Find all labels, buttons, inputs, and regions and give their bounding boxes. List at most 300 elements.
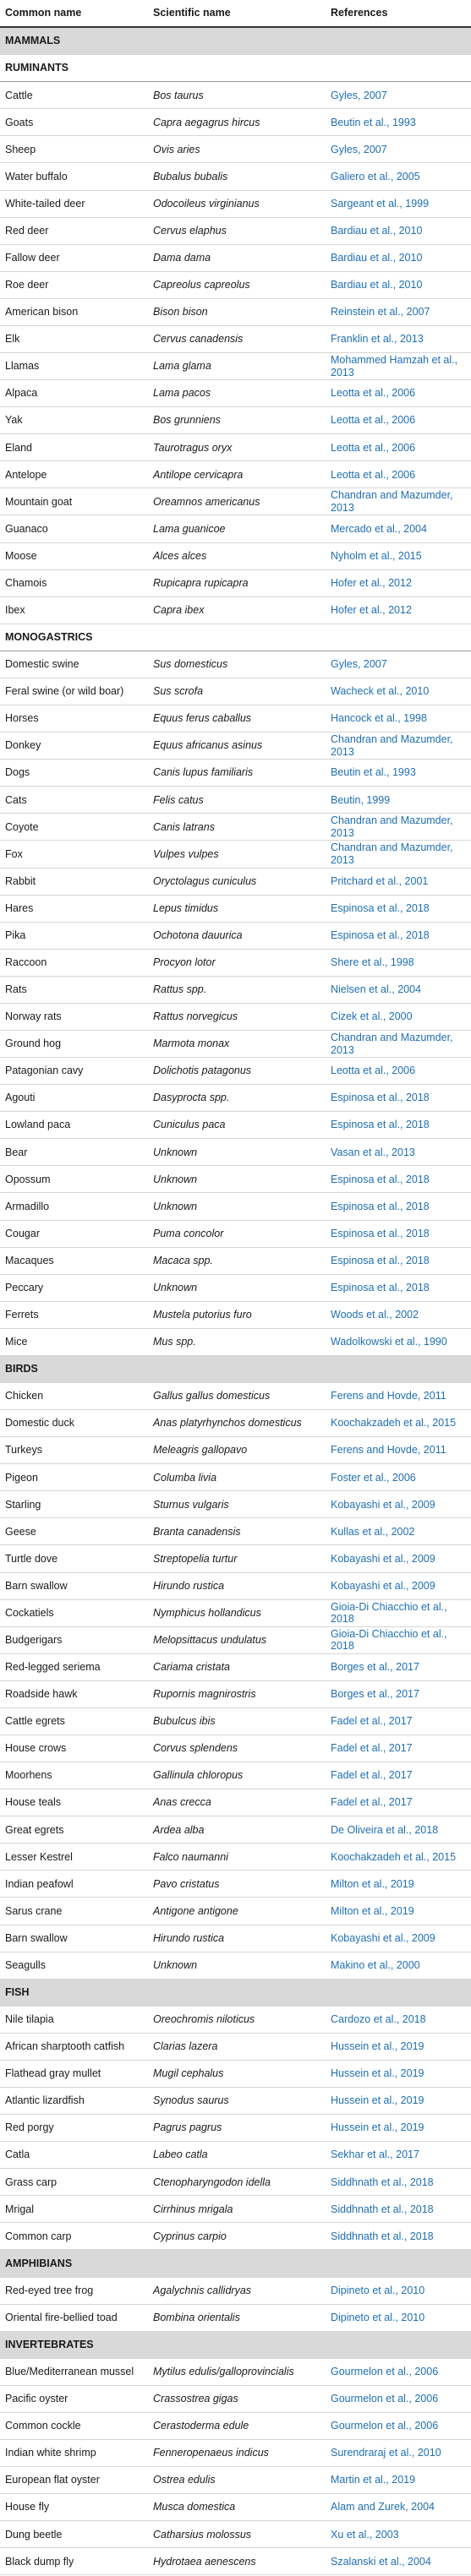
table-row	[0, 1600, 471, 1627]
table-row	[0, 1789, 471, 1816]
reference-cell: Gioia-Di Chiacchio et al., 2018	[331, 1600, 447, 1626]
common-name-cell: Yak	[5, 414, 23, 427]
common-name-cell: Donkey	[5, 739, 41, 752]
reference-cell: Chandran and Mazumder, 2013	[331, 733, 453, 758]
common-name-cell: Common cockle	[5, 2420, 81, 2432]
scientific-name-cell: Taurotragus oryx	[153, 441, 233, 454]
section-header-row	[0, 28, 471, 55]
reference-cell: Hancock et al., 1998	[331, 712, 427, 725]
table-row	[0, 923, 471, 950]
scientific-name-cell: Sus domesticus	[153, 658, 228, 671]
scientific-name-cell: Meleagris gallopavo	[153, 1444, 248, 1457]
common-name-cell: Oriental fire-bellied toad	[5, 2311, 118, 2323]
scientific-name-cell: Canis lupus familiaris	[153, 766, 254, 779]
reference-cell: Leotta et al., 2006	[331, 414, 416, 427]
scientific-name-cell: Capra ibex	[153, 604, 205, 616]
common-name-cell: African sharptooth catfish	[5, 2040, 125, 2053]
reference-cell: Wacheck et al., 2010	[331, 685, 430, 698]
group-title: RUMINANTS	[5, 62, 68, 74]
table-row	[0, 1058, 471, 1085]
scientific-name-cell: Cyprinus carpio	[153, 2230, 227, 2242]
scientific-name-cell: Anas platyrhynchos domesticus	[153, 1417, 302, 1430]
table-row	[0, 597, 471, 624]
reference-cell: Milton et al., 2019	[331, 1904, 414, 1917]
scientific-name-cell: Procyon lotor	[153, 956, 216, 969]
common-name-cell: Pigeon	[5, 1471, 38, 1484]
common-name-cell: Cattle	[5, 89, 33, 101]
reference-cell: Makino et al., 2000	[331, 1958, 420, 1971]
table-row	[0, 760, 471, 787]
reference-cell: Fadel et al., 2017	[331, 1769, 413, 1782]
common-name-cell: Agouti	[5, 1092, 36, 1104]
reference-cell: Mohammed Hamzah et al., 2013	[331, 354, 458, 379]
scientific-name-cell: Bubulcus ibis	[153, 1715, 216, 1728]
common-name-cell: Opossum	[5, 1173, 51, 1185]
scientific-name-cell: Crassostrea gigas	[153, 2393, 238, 2405]
table-row	[0, 1518, 471, 1545]
common-name-cell: Blue/Mediterranean mussel	[5, 2366, 134, 2378]
scientific-name-cell: Bubalus bubalis	[153, 170, 228, 182]
reference-cell: Nielsen et al., 2004	[331, 983, 422, 996]
table-row	[0, 1275, 471, 1302]
reference-cell: Martin et al., 2019	[331, 2474, 416, 2486]
common-name-cell: Coyote	[5, 820, 39, 833]
scientific-name-cell: Gallus gallus domesticus	[153, 1390, 271, 1402]
scientific-name-cell: Rupicapra rupicapra	[153, 576, 249, 589]
table-row	[0, 163, 471, 190]
scientific-name-cell: Sus scrofa	[153, 685, 204, 698]
reference-cell: Vasan et al., 2013	[331, 1146, 415, 1158]
scientific-name-cell: Labeo catla	[153, 2148, 208, 2161]
table-row	[0, 787, 471, 814]
section-header-row	[0, 1356, 471, 1383]
reference-cell: Xu et al., 2003	[331, 2528, 399, 2541]
table-row	[0, 299, 471, 326]
common-name-cell: Cougar	[5, 1227, 40, 1239]
table-row	[0, 2359, 471, 2386]
scientific-name-cell: Streptopelia turtur	[153, 1552, 238, 1565]
section-title: AMPHIBIANS	[5, 2257, 73, 2269]
reference-cell: Gourmelon et al., 2006	[331, 2420, 439, 2432]
common-name-cell: Elk	[5, 333, 20, 346]
reference-cell: Foster et al., 2006	[331, 1471, 416, 1484]
reference-cell: Gyles, 2007	[331, 89, 387, 101]
section-title: MAMMALS	[5, 35, 61, 47]
table-row	[0, 977, 471, 1004]
scientific-name-cell: Odocoileus virginianus	[153, 197, 260, 210]
scientific-name-cell: Unknown	[153, 1173, 198, 1185]
table-row	[0, 1735, 471, 1762]
table-row	[0, 245, 471, 272]
table-row	[0, 1681, 471, 1708]
table-row	[0, 678, 471, 705]
scientific-name-cell: Pavo cristatus	[153, 1877, 220, 1890]
scientific-name-cell: Ochotona dauurica	[153, 929, 243, 941]
table-row	[0, 218, 471, 245]
common-name-cell: Feral swine (or wild boar)	[5, 685, 124, 698]
scientific-name-cell: Bos taurus	[153, 89, 204, 101]
scientific-name-cell: Equus africanus asinus	[153, 739, 263, 752]
table-row	[0, 950, 471, 977]
common-name-cell: Horses	[5, 712, 39, 725]
reference-cell: Leotta et al., 2006	[331, 387, 416, 400]
common-name-cell: American bison	[5, 306, 79, 319]
reference-cell: Leotta et al., 2006	[331, 468, 416, 481]
scientific-name-cell: Unknown	[153, 1281, 198, 1293]
reference-cell: Siddhnath et al., 2018	[331, 2176, 434, 2188]
reference-cell: Shere et al., 1998	[331, 956, 414, 969]
scientific-name-cell: Cariama cristata	[153, 1661, 230, 1674]
scientific-name-cell: Ovis aries	[153, 143, 200, 155]
table-row	[0, 109, 471, 136]
common-name-cell: Red porgy	[5, 2121, 54, 2134]
scientific-name-cell: Branta canadensis	[153, 1525, 241, 1538]
group-header-row	[0, 624, 471, 651]
common-name-cell: Pacific oyster	[5, 2393, 68, 2405]
reference-cell: Milton et al., 2019	[331, 1877, 414, 1890]
table-row	[0, 2223, 471, 2250]
common-name-cell: White-tailed deer	[5, 197, 85, 210]
common-name-cell: Chicken	[5, 1390, 44, 1402]
scientific-name-cell: Vulpes vulpes	[153, 847, 219, 860]
scientific-name-cell: Alces alces	[153, 549, 207, 562]
table-row	[0, 1004, 471, 1031]
scientific-name-cell: Rupornis magnirostris	[153, 1688, 256, 1701]
reference-cell: Koochakzadeh et al., 2015	[331, 1850, 457, 1863]
table-row	[0, 1708, 471, 1735]
scientific-name-cell: Oreochromis niloticus	[153, 2013, 255, 2026]
reference-cell: Espinosa et al., 2018	[331, 929, 430, 941]
table-row	[0, 1627, 471, 1654]
reference-cell: Alam and Zurek, 2004	[331, 2501, 435, 2513]
common-name-cell: Ibex	[5, 604, 25, 616]
table-row	[0, 1166, 471, 1193]
common-name-cell: House fly	[5, 2501, 50, 2513]
scientific-name-cell: Dama dama	[153, 251, 211, 264]
table-row	[0, 1491, 471, 1518]
scientific-name-cell: Ostrea edulis	[153, 2474, 216, 2486]
common-name-cell: Ground hog	[5, 1037, 62, 1050]
common-name-cell: Moorhens	[5, 1769, 52, 1782]
scientific-name-cell: Capra aegagrus hircus	[153, 116, 260, 128]
reference-cell: Bardiau et al., 2010	[331, 279, 423, 291]
reference-cell: Dipineto et al., 2010	[331, 2284, 425, 2296]
table-row	[0, 1085, 471, 1112]
table-row	[0, 1112, 471, 1139]
common-name-cell: Dogs	[5, 766, 30, 779]
reference-cell: Franklin et al., 2013	[331, 333, 424, 346]
table-row	[0, 570, 471, 597]
reference-cell: Nyholm et al., 2015	[331, 549, 422, 562]
scientific-name-cell: Marmota monax	[153, 1037, 230, 1050]
scientific-name-cell: Nymphicus hollandicus	[153, 1606, 261, 1619]
table-row	[0, 1248, 471, 1275]
common-name-cell: Moose	[5, 549, 37, 562]
table-row	[0, 2278, 471, 2305]
common-name-cell: Roe deer	[5, 279, 49, 291]
table-row	[0, 1925, 471, 1952]
common-name-cell: Black dump fly	[5, 2555, 74, 2568]
scientific-name-cell: Dasyprocta spp.	[153, 1092, 230, 1104]
scientific-name-cell: Mytilus edulis/galloprovincialis	[153, 2366, 294, 2378]
reference-cell: Espinosa et al., 2018	[331, 1227, 430, 1239]
common-name-cell: Raccoon	[5, 956, 47, 969]
common-name-cell: Patagonian cavy	[5, 1065, 84, 1077]
table-header-row	[0, 0, 471, 28]
table-row	[0, 2521, 471, 2548]
common-name-cell: Alpaca	[5, 387, 38, 400]
table-row	[0, 1302, 471, 1329]
reference-cell: Dipineto et al., 2010	[331, 2311, 425, 2323]
group-header-row	[0, 55, 471, 82]
table-row	[0, 2007, 471, 2034]
scientific-name-cell: Bombina orientalis	[153, 2311, 240, 2323]
common-name-cell: Pika	[5, 929, 26, 941]
common-name-cell: Mountain goat	[5, 495, 73, 508]
scientific-name-cell: Clarias lazera	[153, 2040, 218, 2053]
common-name-cell: Water buffalo	[5, 170, 68, 182]
table-row	[0, 1762, 471, 1789]
common-name-cell: Cats	[5, 793, 27, 806]
table-row	[0, 1410, 471, 1437]
reference-cell: Koochakzadeh et al., 2015	[331, 1417, 457, 1430]
scientific-name-cell: Macaca spp.	[153, 1254, 213, 1266]
common-name-cell: Llamas	[5, 360, 40, 373]
reference-cell: Kobayashi et al., 2009	[331, 1931, 435, 1944]
scientific-name-cell: Ardea alba	[153, 1823, 205, 1836]
reference-cell: Fadel et al., 2017	[331, 1742, 413, 1755]
group-title: MONOGASTRICS	[5, 631, 93, 644]
reference-cell: Espinosa et al., 2018	[331, 1200, 430, 1212]
common-name-cell: Norway rats	[5, 1010, 62, 1023]
reference-cell: Gourmelon et al., 2006	[331, 2366, 439, 2378]
common-name-cell: Dung beetle	[5, 2528, 63, 2541]
scientific-name-cell: Hirundo rustica	[153, 1931, 225, 1944]
common-name-cell: Common carp	[5, 2230, 72, 2242]
scientific-name-cell: Unknown	[153, 1146, 198, 1158]
scientific-name-cell: Anas crecca	[153, 1796, 211, 1809]
table-row	[0, 1221, 471, 1248]
reference-cell: Bardiau et al., 2010	[331, 251, 423, 264]
common-name-cell: European flat oyster	[5, 2474, 100, 2486]
table-row	[0, 1437, 471, 1464]
common-name-cell: Flathead gray mullet	[5, 2067, 101, 2080]
common-name-cell: Rats	[5, 983, 27, 996]
reference-cell: Fadel et al., 2017	[331, 1796, 413, 1809]
scientific-name-cell: Corvus splendens	[153, 1742, 238, 1755]
common-name-cell: Barn swallow	[5, 1931, 68, 1944]
table-row	[0, 1844, 471, 1871]
scientific-name-cell: Unknown	[153, 1200, 198, 1212]
table-row	[0, 1193, 471, 1220]
reference-cell: Chandran and Mazumder, 2013	[331, 841, 453, 866]
reference-cell: Hussein et al., 2019	[331, 2121, 424, 2134]
table-row	[0, 407, 471, 434]
scientific-name-cell: Capreolus capreolus	[153, 279, 250, 291]
section-title: INVERTEBRATES	[5, 2339, 94, 2350]
table-row	[0, 1898, 471, 1925]
table-row	[0, 136, 471, 163]
common-name-cell: Red deer	[5, 224, 49, 237]
table-row	[0, 2305, 471, 2332]
reference-cell: Wadolkowski et al., 1990	[331, 1336, 447, 1348]
common-name-cell: Goats	[5, 116, 34, 128]
column-header-common-name: Common name	[5, 7, 82, 19]
table-row	[0, 1383, 471, 1410]
common-name-cell: Turtle dove	[5, 1552, 58, 1565]
reference-cell: Hussein et al., 2019	[331, 2040, 424, 2053]
reference-cell: Hofer et al., 2012	[331, 604, 412, 616]
common-name-cell: Grass carp	[5, 2176, 58, 2188]
common-name-cell: Lowland paca	[5, 1119, 71, 1131]
common-name-cell: Domestic duck	[5, 1417, 74, 1430]
common-name-cell: Great egrets	[5, 1823, 64, 1836]
reference-cell: Cardozo et al., 2018	[331, 2013, 426, 2026]
reference-cell: Ferens and Hovde, 2011	[331, 1444, 446, 1457]
common-name-cell: Fox	[5, 847, 23, 860]
table-row	[0, 732, 471, 760]
reference-cell: Espinosa et al., 2018	[331, 1119, 430, 1131]
common-name-cell: Roadside hawk	[5, 1688, 78, 1701]
table-row	[0, 380, 471, 407]
common-name-cell: Guanaco	[5, 522, 48, 535]
table-row	[0, 2196, 471, 2223]
section-header-row	[0, 2250, 471, 2277]
section-header-row	[0, 1980, 471, 2007]
reference-cell: Leotta et al., 2006	[331, 441, 416, 454]
reference-cell: Espinosa et al., 2018	[331, 1092, 430, 1104]
scientific-name-cell: Oryctolagus cuniculus	[153, 874, 257, 887]
common-name-cell: Nile tilapia	[5, 2013, 54, 2026]
scientific-name-cell: Lepus timidus	[153, 901, 219, 914]
common-name-cell: Cockatiels	[5, 1606, 54, 1619]
common-name-cell: Peccary	[5, 1281, 44, 1293]
common-name-cell: Red-legged seriema	[5, 1661, 101, 1674]
scientific-name-cell: Melopsittacus undulatus	[153, 1633, 267, 1646]
reference-cell: Hussein et al., 2019	[331, 2094, 424, 2107]
table-row	[0, 1545, 471, 1572]
common-name-cell: Cattle egrets	[5, 1715, 65, 1728]
common-name-cell: Antelope	[5, 468, 47, 481]
table-row	[0, 2115, 471, 2142]
reference-cell: Sekhar et al., 2017	[331, 2148, 419, 2161]
reference-cell: Espinosa et al., 2018	[331, 1254, 430, 1266]
table-row	[0, 869, 471, 896]
table-row	[0, 434, 471, 461]
scientific-name-cell: Columba livia	[153, 1471, 217, 1484]
table-row	[0, 2494, 471, 2521]
table-row	[0, 488, 471, 515]
reference-cell: Espinosa et al., 2018	[331, 901, 430, 914]
scientific-name-cell: Cuniculus paca	[153, 1119, 226, 1131]
scientific-name-cell: Oreamnos americanus	[153, 495, 260, 508]
scientific-name-cell: Canis latrans	[153, 820, 215, 833]
table-row	[0, 326, 471, 353]
scientific-name-cell: Cerastoderma edule	[153, 2420, 249, 2432]
reference-cell: Pritchard et al., 2001	[331, 874, 429, 887]
reference-cell: Gioia-Di Chiacchio et al., 2018	[331, 1627, 447, 1653]
scientific-name-cell: Hirundo rustica	[153, 1579, 225, 1592]
reference-cell: Mercado et al., 2004	[331, 522, 427, 535]
scientific-name-cell: Lama glama	[153, 360, 211, 373]
reference-cell: Beutin et al., 1993	[331, 766, 416, 779]
common-name-cell: Red-eyed tree frog	[5, 2284, 94, 2296]
scientific-name-cell: Mus spp.	[153, 1336, 196, 1348]
common-name-cell: Budgerigars	[5, 1633, 63, 1646]
common-name-cell: Eland	[5, 441, 32, 454]
reference-cell: Ferens and Hovde, 2011	[331, 1390, 446, 1402]
table-row	[0, 651, 471, 678]
common-name-cell: Barn swallow	[5, 1579, 68, 1592]
table-row	[0, 2467, 471, 2494]
reference-cell: Kullas et al., 2002	[331, 1525, 415, 1538]
scientific-name-cell: Mugil cephalus	[153, 2067, 224, 2080]
scientific-name-cell: Synodus saurus	[153, 2094, 229, 2107]
common-name-cell: Chamois	[5, 576, 47, 589]
common-name-cell: Sarus crane	[5, 1904, 63, 1917]
common-name-cell: Turkeys	[5, 1444, 42, 1457]
table-row	[0, 896, 471, 923]
reference-cell: Siddhnath et al., 2018	[331, 2230, 434, 2242]
table-row	[0, 515, 471, 542]
table-row	[0, 2061, 471, 2088]
reference-cell: Beutin, 1999	[331, 793, 391, 806]
scientific-name-cell: Cirrhinus mrigala	[153, 2203, 233, 2215]
reference-cell: De Oliveira et al., 2018	[331, 1823, 439, 1836]
reference-cell: Espinosa et al., 2018	[331, 1281, 430, 1293]
section-header-row	[0, 2332, 471, 2359]
reference-cell: Surendraraj et al., 2010	[331, 2447, 441, 2459]
reference-cell: Borges et al., 2017	[331, 1661, 419, 1674]
common-name-cell: Indian white shrimp	[5, 2447, 96, 2459]
table-row	[0, 1031, 471, 1058]
common-name-cell: Mrigal	[5, 2203, 35, 2215]
common-name-cell: Mice	[5, 1336, 28, 1348]
reference-cell: Reinstein et al., 2007	[331, 306, 430, 319]
table-row	[0, 2413, 471, 2440]
table-row	[0, 1952, 471, 1980]
section-title: FISH	[5, 1985, 30, 1998]
section-title: BIRDS	[5, 1363, 38, 1375]
scientific-name-cell: Rattus spp.	[153, 983, 207, 996]
common-name-cell: Rabbit	[5, 874, 36, 887]
table-row	[0, 272, 471, 299]
reference-cell: Chandran and Mazumder, 2013	[331, 489, 453, 514]
scientific-name-cell: Agalychnis callidryas	[153, 2284, 252, 2296]
table-row	[0, 82, 471, 109]
reference-cell: Espinosa et al., 2018	[331, 1173, 430, 1185]
table-row	[0, 1139, 471, 1166]
scientific-name-cell: Cervus elaphus	[153, 224, 227, 237]
table-row	[0, 1816, 471, 1844]
reference-cell: Gourmelon et al., 2006	[331, 2393, 439, 2405]
reference-cell: Szalanski et al., 2004	[331, 2555, 431, 2568]
reference-cell: Kobayashi et al., 2009	[331, 1498, 435, 1511]
table-row	[0, 353, 471, 380]
common-name-cell: Seagulls	[5, 1958, 46, 1971]
scientific-name-cell: Cervus canadensis	[153, 333, 244, 346]
scientific-name-cell: Gallinula chloropus	[153, 1769, 244, 1782]
common-name-cell: Lesser Kestrel	[5, 1850, 73, 1863]
reference-cell: Bardiau et al., 2010	[331, 224, 423, 237]
scientific-name-cell: Puma concolor	[153, 1227, 224, 1239]
scientific-name-cell: Bos grunniens	[153, 414, 221, 427]
table-row	[0, 543, 471, 570]
scientific-name-cell: Antigone antigone	[153, 1904, 238, 1917]
scientific-name-cell: Falco naumanni	[153, 1850, 228, 1863]
reference-cell: Chandran and Mazumder, 2013	[331, 814, 453, 839]
reference-cell: Woods et al., 2002	[331, 1309, 419, 1321]
